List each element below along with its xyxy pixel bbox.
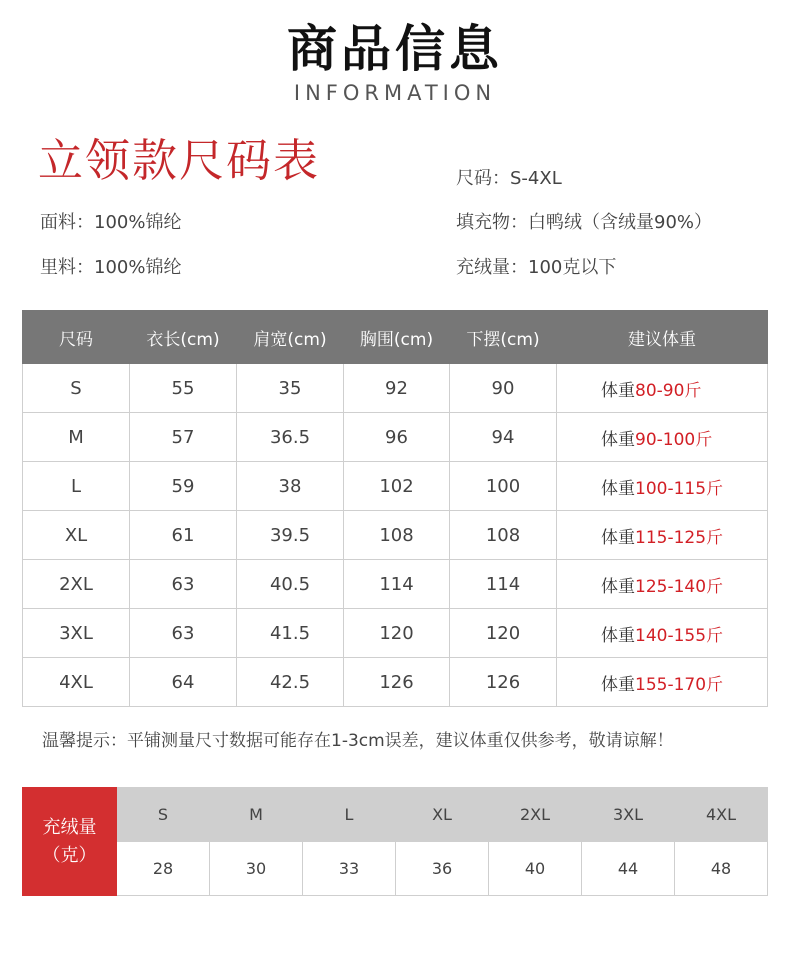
table-row	[23, 609, 768, 658]
fill-value-cell: 28	[117, 842, 210, 896]
size-cell: 2XL	[23, 560, 130, 609]
chest-cell: 126	[344, 658, 450, 707]
chest-cell: 108	[344, 511, 450, 560]
spec-filling: 填充物：白鸭绒（含绒量90%）	[456, 212, 713, 233]
hem-cell: 108	[450, 511, 557, 560]
page-subtitle: INFORMATION	[293, 81, 497, 105]
measurement-tip: 温馨提示：平铺测量尺寸数据可能存在1-3cm误差，建议体重仅供参考，敬请谅解！	[42, 731, 674, 751]
table-row	[23, 413, 768, 462]
fill-size-cell: 3XL	[582, 788, 675, 842]
col-header-length: 衣长(cm)	[130, 311, 237, 364]
size-table-header-row	[23, 311, 768, 364]
table-row	[23, 560, 768, 609]
length-cell: 55	[130, 364, 237, 413]
shoulder-cell: 38	[237, 462, 344, 511]
weight-range: 80-90斤	[635, 380, 702, 401]
col-header-shoulder: 肩宽(cm)	[237, 311, 344, 364]
shoulder-cell: 42.5	[237, 658, 344, 707]
weight-cell	[557, 364, 768, 413]
spec-fabric: 面料：100%锦纶	[40, 212, 182, 233]
table-row	[23, 658, 768, 707]
fill-size-cell: 4XL	[675, 788, 768, 842]
table-row	[23, 511, 768, 560]
size-cell: 3XL	[23, 609, 130, 658]
size-cell: XL	[23, 511, 130, 560]
col-header-weight: 建议体重	[557, 311, 768, 364]
fill-size-row	[23, 788, 768, 842]
spec-lining: 里料：100%锦纶	[40, 257, 182, 278]
weight-cell	[557, 413, 768, 462]
weight-cell	[557, 511, 768, 560]
length-cell: 63	[130, 609, 237, 658]
chest-cell: 114	[344, 560, 450, 609]
weight-range: 115-125斤	[635, 527, 724, 548]
shoulder-cell: 39.5	[237, 511, 344, 560]
chest-cell: 102	[344, 462, 450, 511]
weight-prefix: 体重	[601, 576, 635, 597]
hem-cell: 94	[450, 413, 557, 462]
fill-size-cell: S	[117, 788, 210, 842]
fill-size-cell: M	[210, 788, 303, 842]
weight-range: 125-140斤	[635, 576, 724, 597]
col-header-size: 尺码	[23, 311, 130, 364]
chest-cell: 92	[344, 364, 450, 413]
weight-prefix: 体重	[601, 429, 635, 450]
length-cell: 59	[130, 462, 237, 511]
table-row	[23, 462, 768, 511]
col-header-hem: 下摆(cm)	[450, 311, 557, 364]
length-cell: 61	[130, 511, 237, 560]
fill-value-cell: 44	[582, 842, 675, 896]
weight-cell	[557, 609, 768, 658]
weight-cell	[557, 560, 768, 609]
size-table	[22, 310, 768, 707]
fill-size-cell: XL	[396, 788, 489, 842]
size-chart-title: 立领款尺码表	[38, 134, 321, 187]
shoulder-cell: 36.5	[237, 413, 344, 462]
chest-cell: 120	[344, 609, 450, 658]
length-cell: 63	[130, 560, 237, 609]
size-cell: L	[23, 462, 130, 511]
fill-value-cell: 40	[489, 842, 582, 896]
weight-range: 90-100斤	[635, 429, 713, 450]
weight-prefix: 体重	[601, 527, 635, 548]
hem-cell: 100	[450, 462, 557, 511]
weight-cell	[557, 462, 768, 511]
weight-prefix: 体重	[601, 380, 635, 401]
size-cell: M	[23, 413, 130, 462]
fill-amount-label	[23, 788, 117, 896]
hem-cell: 114	[450, 560, 557, 609]
weight-range: 100-115斤	[635, 478, 724, 499]
page-header	[0, 18, 790, 106]
shoulder-cell: 41.5	[237, 609, 344, 658]
size-cell: 4XL	[23, 658, 130, 707]
fill-label-line2: （克）	[42, 844, 97, 866]
shoulder-cell: 35	[237, 364, 344, 413]
fill-value-cell: 36	[396, 842, 489, 896]
fill-value-cell: 33	[303, 842, 396, 896]
fill-value-cell: 48	[675, 842, 768, 896]
hem-cell: 126	[450, 658, 557, 707]
length-cell: 64	[130, 658, 237, 707]
shoulder-cell: 40.5	[237, 560, 344, 609]
hem-cell: 120	[450, 609, 557, 658]
col-header-chest: 胸围(cm)	[344, 311, 450, 364]
fill-value-row	[23, 842, 768, 896]
table-row	[23, 364, 768, 413]
fill-size-cell: L	[303, 788, 396, 842]
weight-prefix: 体重	[601, 625, 635, 646]
fill-size-cell: 2XL	[489, 788, 582, 842]
weight-prefix: 体重	[601, 674, 635, 695]
weight-cell	[557, 658, 768, 707]
page-title: 商品信息	[287, 20, 503, 78]
fill-label-line1: 充绒量	[42, 816, 97, 838]
length-cell: 57	[130, 413, 237, 462]
size-cell: S	[23, 364, 130, 413]
weight-range: 155-170斤	[635, 674, 724, 695]
weight-prefix: 体重	[601, 478, 635, 499]
fill-value-cell: 30	[210, 842, 303, 896]
spec-sizes: 尺码：S-4XL	[456, 168, 562, 189]
hem-cell: 90	[450, 364, 557, 413]
weight-range: 140-155斤	[635, 625, 724, 646]
chest-cell: 96	[344, 413, 450, 462]
fill-amount-table	[22, 787, 768, 896]
spec-fill-amount: 充绒量：100克以下	[456, 257, 617, 278]
